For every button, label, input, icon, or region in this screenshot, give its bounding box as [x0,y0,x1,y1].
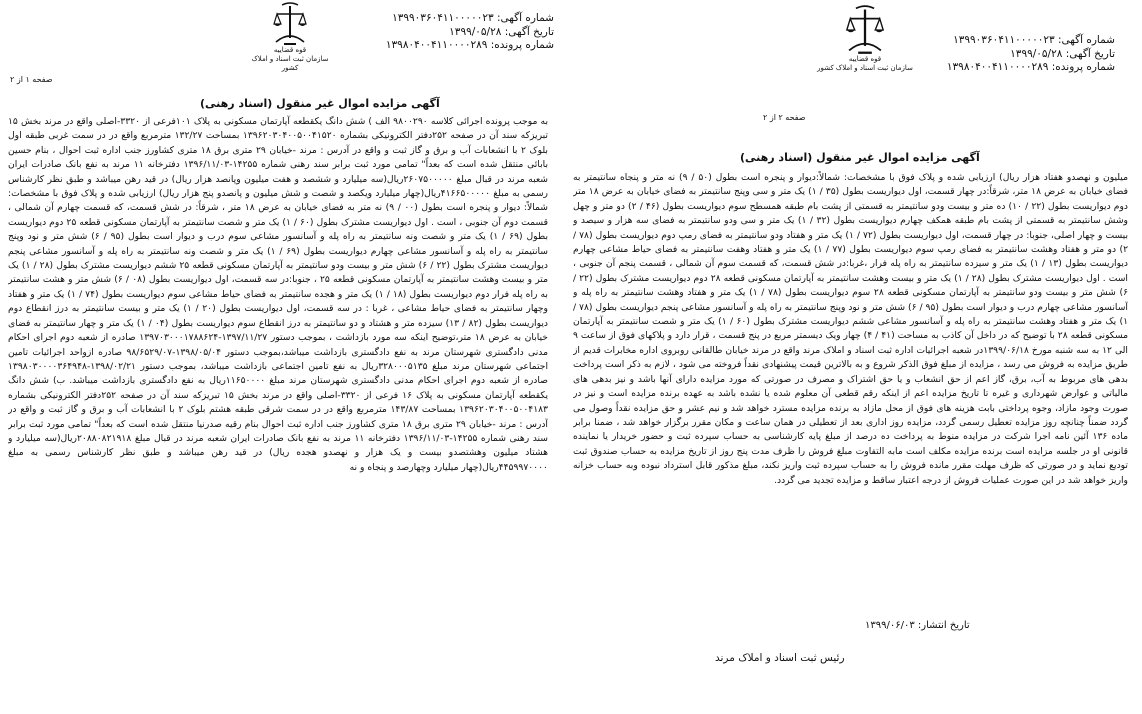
page-title: آگهی مزایده اموال غیر منقول (اسناد رهنی) [200,97,440,110]
body-paragraph: به موجب پرونده اجرائی کلاسه ۹۸۰۰۲۹۰ الف ) شش دانگ یکقطعه آپارتمان مسکونی به پلاک ۱۰۱فرعی از ۳۳۲۰-اصلی واقع در مرند بخش ۱۵ تبریزکه سند آن در صفحه ۲۵۲دفتر الکترونیکی بشماره ۱۳۹۶۲۰۳۰۴۰۰۵۰۰۴۱۵۲۰ بمساحت ۱۳۲/۲۷ مترمربع واقع در در سمت غربی طبقه اول بلوک ۲ با انشعابات آب و برق و گاز ثبت و واقع در آدرس : مرند -خیابان ۲۹ متری برق ۱۸ متری کشاورز جنب اداره ثبت احوال ، بنام حسین بابائی منتقل شده است که بعداً" تمامی مورد ثبت برابر سند رهنی شماره ۱۴۲۵۵-۱۳۹۶/۱۱/۰۳ دفترخانه ۱۱ مرند به نفع بانک صادرات ایران شعبه مرند در قبال مبلغ ۲۶۰۷۵۰۰۰۰۰ریال(سه میلیارد و ششصد و هفت میلیون وپانصد هزار ریال) در قید رهن میباشد و طبق نظر کارشناس رسمی به مبلغ ۴۱۶۶۵۰۰۰۰۰ریال(چهار میلیارد ویکصد و شصت و شش میلیون و پانصدو پنج هزار ریال) ارزیابی شده و پلاک فوق با مشخصات: شمالاً: دیوار و پنجره است بطول (۰۰ / ۹) نه متر به فضای خیابان به عرض ۱۸ متر ، شرقاً: در شش قسمت، که قسمت چهارم آن شمالی ، قسمت دوم آن جنوبی ، است . اول دیواریست مشترک بطول (۶۰ / ۱) یک متر و شصت سانتیمتر به آپارتمان مسکونی قطعه ۲۵ دوم دیواریست بطول (۶۹ / ۱) یک متر و شصت ونه سانتیمتر به راه پله و آسانسور مشاعی سوم درب و دیوار است بطول (۹۵ / ۶) شش متر و نود وپنج سانتیمتر به راه پله و آسانسور مشاعی چهارم دیواریست بطول (۶۹ / ۱) یک متر و شصت ونه سانتیمتر به راه پله و آسانسور مشاعی پنجم دیواریست مشترک بطول (۲۲ / ۶) شش متر و بیست ودو سانتیمتر به آپارتمان مسکونی قطعه ۲۵ ششم دیواریست مشترک بطول (۲۸ / ۱) یک متر و بیست وهشت سانتیمتر به آپارتمان مسکونی قطعه ۲۵ ، جنوبا:در سه قسمت، اول دیواریست بطول (۰۸ / ۶) شش متر و هشت سانتیمتر به راه پله فرار دوم دیواریست بطول (۱۸ / ۱) یک متر و هجده سانتیمتر به فضای حیاط مشاعی سوم دیواریست بطول (۷۴ / ۱) یک متر و هفتاد وچهار سانتیمتر به فضای حیاط مشاعی ، غربا : در سه قسمت، اول دیواریست بطول (۲۰ / ۱) یک متر و بیست سانتیمتر به درز انقطاع دوم دیواریست بطول (۸۲ / ۱۳) سیزده متر و هشتاد و دو سانتیمتر به درز انقطاع سوم دیواریست بطول (۰۴ / ۱) یک متر و چهار سانتیمتر به فضای خیابان به عرض ۱۸ متر،توضیح اینکه سه مورد بازداشت ، بموجب دستور ۱۳۹۷/۱۱/۲۷-۱۳۹۷۰۳۰۰۰۱۷۸۸۶۲۴ صادره از شعبه دوم اجرای احکام مدنی دادگستری شهرستان مرند به نفع دادگستری بازداشت میباشد،بموجب دستور ۱۳۹۸/۰۵/۰۴-۹۸/۶۵۲۹/۰۷ صادره ازواحد اجرائیات تامین اجتماعی شهرستان مرند مبلغ ۳۲۸۰۰۰۵۱۳۵ریال به نفع تامین اجتماعی بازداشت میباشد، بموجب دستور ۱۳۹۸/۰۲/۲۱-۱۳۹۸۰۳۰۰۰۰۳۶۴۹۴۸ صادره از شعبه دوم اجرای احکام مدنی دادگستری شهرستان مرند مبلغ ۱۱۶۵۰۰۰۰ریال به نفع دادگستری بازداشت میباشد. ب) شش دانگ یکقطعه آپارتمان مسکونی به پلاک ۱۶ فرعی از ۳۳۲۰-اصلی واقع در مرند بخش ۱۵ تبریزکه سند آن در صفحه ۲۵۲دفتر الکترونیکی بشماره ۱۳۹۶۲۰۳۰۴۰۰۵۰۰۴۱۸۳ بمساحت ۱۴۳/۸۷ مترمربع واقع در در سمت شرقی طبقه هشتم بلوک ۲ با انشعابات آب و برق و گاز ثبت و واقع در آدرس : مرند -خیابان ۲۹ متری برق ۱۸ متری کشاورز جنب اداره ثبت احوال بنام رقیه صدرنیا منتقل شده است که بعداً" تمامی مورد ثبت برابر سند رهنی شماره ۱۴۲۵۵-۱۳۹۶/۱۱/۰۳ دفترخانه ۱۱ مرند به نفع بانک صادرات ایران شعبه مرند در قبال مبلغ ۲۰۸۸۰۸۲۱۹۱۸ریال(سه میلیارد و هشتاد میلیون وهشتصدو بیست و یک هزار و نهصدو هجده ریال) در قید رهن میباشد و طبق نظر کارشناس رسمی به مبلغ ۴۴۵۹۹۷۰۰۰۰ریال(چهار میلیارد وچهارصد و پنجاه و نه [8,116,548,473]
page-number: صفحه ۲ از ۲ [763,113,806,122]
emblem-caption-registry: سازمان ثبت اسناد و املاک کشور [251,55,329,72]
signature-line: رئیس ثبت اسناد و املاک مرند [715,652,845,664]
publish-date: تاریخ انتشار: ۱۳۹۹/۰۶/۰۳ [865,620,970,631]
body-paragraph: میلیون و نهصدو هفتاد هزار ریال) ارزیابی شده و پلاک فوق با مشخصات: شمالاً:دیوار و پنجره است بطول (۵۰ / ۹) نه متر و پنجاه سانتیمتر به فضای خیابان به عرض ۱۸ متر، شرقاً:در چهار قسمت، اول دیواریست بطول (۳۵ / ۱) یک متر و سی وپنج سانتیمتر به فضای خیابان به عرض ۱۸ متر دوم دیواریست بطول (۲۲ / ۱۰) ده متر و بیست ودو سانتیمتر به قسمتی از پشت بام طبقه همسطح سوم دیواریست بطول (۴۶ / ۲) دو متر و چهل وشش سانتیمتر به قسمتی از پشت بام طبقه همکف چهارم دیواریست بطول (۳۲ / ۱) یک متر و سی ودو سانتیمتر به فضای سه هزار و سیصد و بیست و چهار اصلی، جنوبا: در چهار قسمت، اول دیواریست بطول (۷۲ / ۱) یک متر و هفتاد ودو سانتیمتر به فضای رمپ دوم دیواریست بطول (۷۸ / ۲) دو متر و هفتاد وهشت سانتیمتر به فضای رمپ سوم دیواریست بطول (۷۷ / ۱) یک متر و هفتاد وهفت سانتیمتر به فضای حیاط مشاعی چهارم دیواریست بطول (۱۳ / ۱) یک متر و سیزده سانتیمتر به راه پله فرار ،غربا:در شش قسمت، که قسمت سوم آن شمالی ، قسمت پنجم آن جنوبی ، است . اول دیواریست مشترک بطول (۲۸ / ۱) یک متر و بیست وهشت سانتیمتر به آپارتمان مسکونی قطعه ۲۸ دوم دیواریست مشترک بطول (۲۲ / ۶) شش متر و بیست ودو سانتیمتر به آپارتمان مسکونی قطعه ۲۸ سوم دیواریست بطول (۷۸ / ۱) یک متر و هفتاد وهشت سانتیمتر به راه پله و آسانسور مشاعی چهارم درب و دیوار است بطول (۹۵ / ۶) شش متر و نود وپنج سانتیمتر به راه پله و آسانسور مشاعی پنجم دیواریست بطول (۷۸ / ۱) یک متر و هفتاد وهشت سانتیمتر به راه پله و آسانسور مشاعی ششم دیواریست مشترک بطول (۶۰ / ۱) یک متر و شصت سانتیمتر به آپارتمان مسکونی قطعه ۲۸ با توضیح که در داخل آن کاذب به مساحت (۴۱ / ۴) چهار ویک دیسمتر مربع در پنج قسمت ، قرار دارد و پلاکهای فوق از ساعت ۹ الی ۱۲ به سه شنبه مورخ ۱۳۹۹/۰۶/۱۸در شعبه اجرائیات اداره ثبت اسناد و املاک مرند واقع در مرند خیابان طالقانی روبروی اداره مخابرات قدیم از طریق مزایده به فروش می رسد ، مزایده از مبلغ فوق الذکر شروع و به بالاترین قیمت پیشنهادی نقداً فروخته می شود ، لازم به ذکر است پرداخت بدهی های مربوط به آب، برق، گاز اعم از حق انشعاب و یا حق اشتراک و مصرف در صورتی که مورد مزایده دارای آنها باشد و نیز بدهی های مالیاتی و عوارض شهرداری و غیره تا تاریخ مزایده اعم از اینکه رقم قطعی آن معلوم شده یا نشده باشد به عهده برنده مزایده است و نیز در صورت وجود مازاد، وجوه پرداختی بابت هزینه های فوق از محل مازاد به برنده مزایده مسترد خواهد شد و نیم عشر و حق مزایده نقداً وصول می گردد ضمناً چنانچه روز مزایده تعطیل رسمی گردد، مزایده روز اداری بعد از تعطیلی در همان ساعت و مکان مقرر برگزار خواهد شد ، ضمنا برابر ماده ۱۳۶ آئین نامه اجرا شرکت در مزایده منوط به پرداخت ده درصد از مبلغ پایه کارشناسی به حساب سپرده ثبت و حضور خریدار یا نماینده قانونی او در جلسه مزایده است برنده مزایده مکلف است مابه التفاوت مبلغ فروش را ظرف مدت پنج روز از تاریخ مزایده به حساب صندوق ثبت تودیع نماید و در صورتی که ظرف مهلت مقرر مانده فروش را به حساب سپرده ثبت واریز نکند، مبلغ مذکور قابل استرداد نبوده وبه حساب خزانه واریز خواهد شد در این صورت عملیات فروش از درجه اعتبار ساقط و مزایده تجدید می گردد. [573,172,1128,486]
emblem-caption-judiciary: قوه قضاییه [848,55,882,63]
ad-date: تاریخ آگهی: ۱۳۹۹/۰۵/۲۸ [1010,47,1115,60]
file-number: شماره پرونده: ۱۳۹۸۰۴۰۰۴۱۱۰۰۰۰۲۸۹ [385,39,554,51]
ad-date: تاریخ آگهی: ۱۳۹۹/۰۵/۲۸ [449,25,554,38]
ad-meta [385,12,554,53]
judiciary-emblem [245,2,335,73]
judiciary-emblem [815,5,915,73]
file-number: شماره پرونده: ۱۳۹۸۰۴۰۰۴۱۱۰۰۰۰۲۸۹ [946,61,1115,73]
page-number: صفحه ۱ از ۲ [10,75,53,84]
ad-body-text [573,171,1128,616]
ad-body-text [8,115,548,705]
scales-of-justice-icon [845,5,885,55]
ad-number: شماره آگهی: ۱۳۹۹۰۳۶۰۴۱۱۰۰۰۰۰۲۳ [392,12,554,24]
page-one [0,0,560,714]
ad-meta [946,34,1115,75]
emblem-caption-registry: سازمان ثبت اسناد و املاک کشور [817,64,913,72]
page-title: آگهی مزایده اموال غیر منقول (اسناد رهنی) [740,151,980,164]
page-two [565,0,1142,714]
emblem-caption-judiciary: قوه قضاییه [273,46,307,54]
scales-of-justice-icon [273,2,307,46]
ad-number: شماره آگهی: ۱۳۹۹۰۳۶۰۴۱۱۰۰۰۰۰۲۳ [953,34,1115,46]
